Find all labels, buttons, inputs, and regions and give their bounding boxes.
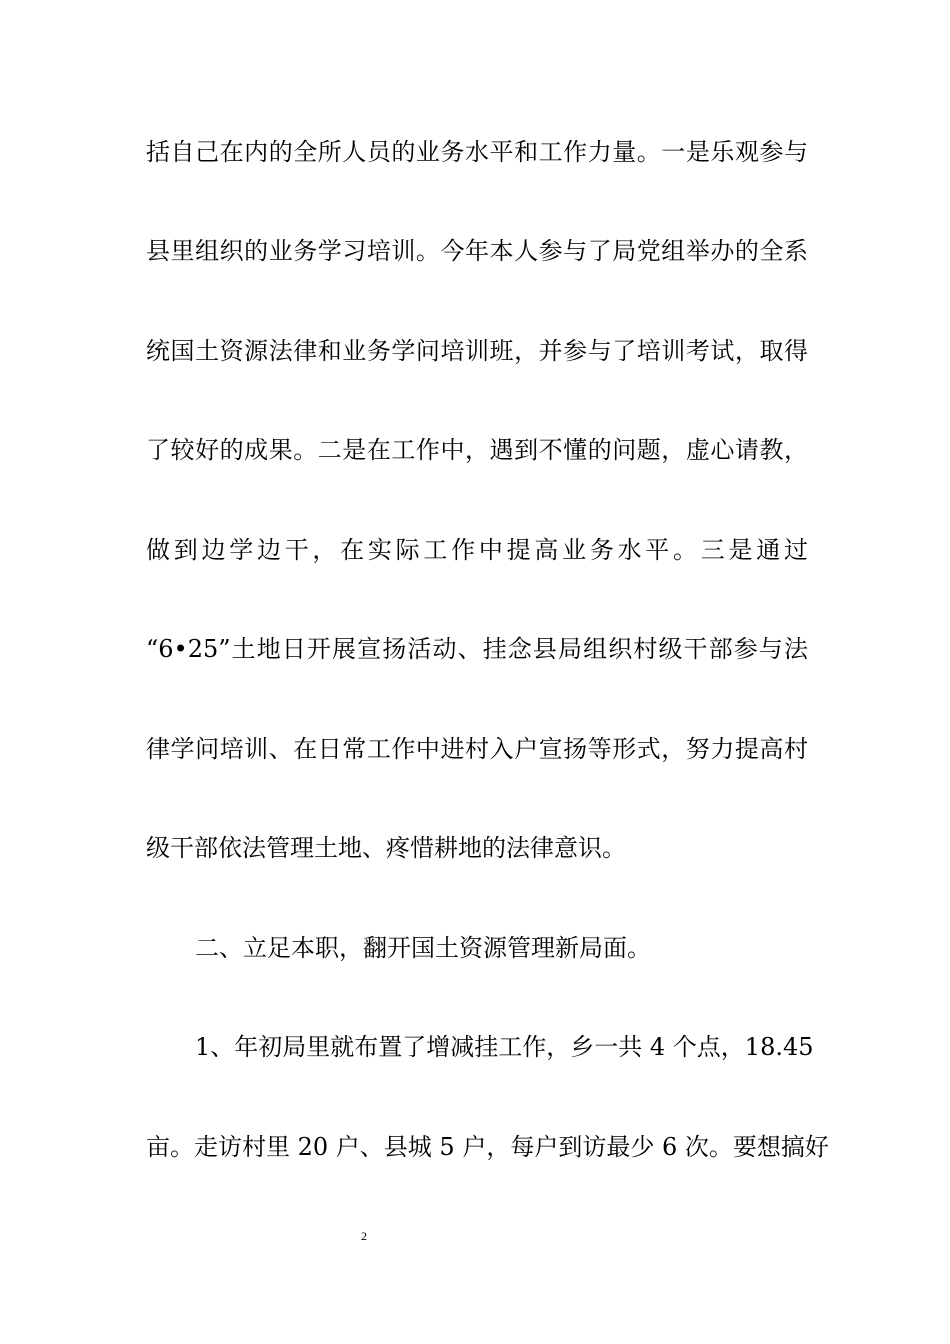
paragraph-line-5: 做到边学边干，在实际工作中提高业务水平。三是通过 (146, 536, 808, 564)
page-number: 2 (361, 1229, 367, 1243)
paragraph-line-10: 1、年初局里就布置了增减挂工作，乡一共 4 个点，18.45 (195, 1033, 814, 1061)
paragraph-line-7: 律学问培训、在日常工作中进村入户宣扬等形式，努力提高村 (146, 735, 808, 763)
paragraph-line-2: 县里组织的业务学习培训。今年本人参与了局党组举办的全系 (146, 237, 808, 265)
paragraph-line-6: “6•25”土地日开展宣扬活动、挂念县局组织村级干部参与法 (146, 635, 808, 663)
paragraph-line-1: 括自己在内的全所人员的业务水平和工作力量。一是乐观参与 (146, 138, 808, 166)
paragraph-line-3: 统国土资源法律和业务学问培训班，并参与了培训考试，取得 (146, 337, 808, 365)
paragraph-line-4: 了较好的成果。二是在工作中，遇到不懂的问题，虚心请教， (146, 436, 808, 464)
paragraph-line-11: 亩。走访村里 20 户、县城 5 户，每户到访最少 6 次。要想搞好 (146, 1133, 829, 1161)
section-heading: 二、立足本职，翻开国土资源管理新局面。 (195, 934, 651, 962)
paragraph-line-8: 级干部依法管理土地、疼惜耕地的法律意识。 (146, 834, 626, 862)
